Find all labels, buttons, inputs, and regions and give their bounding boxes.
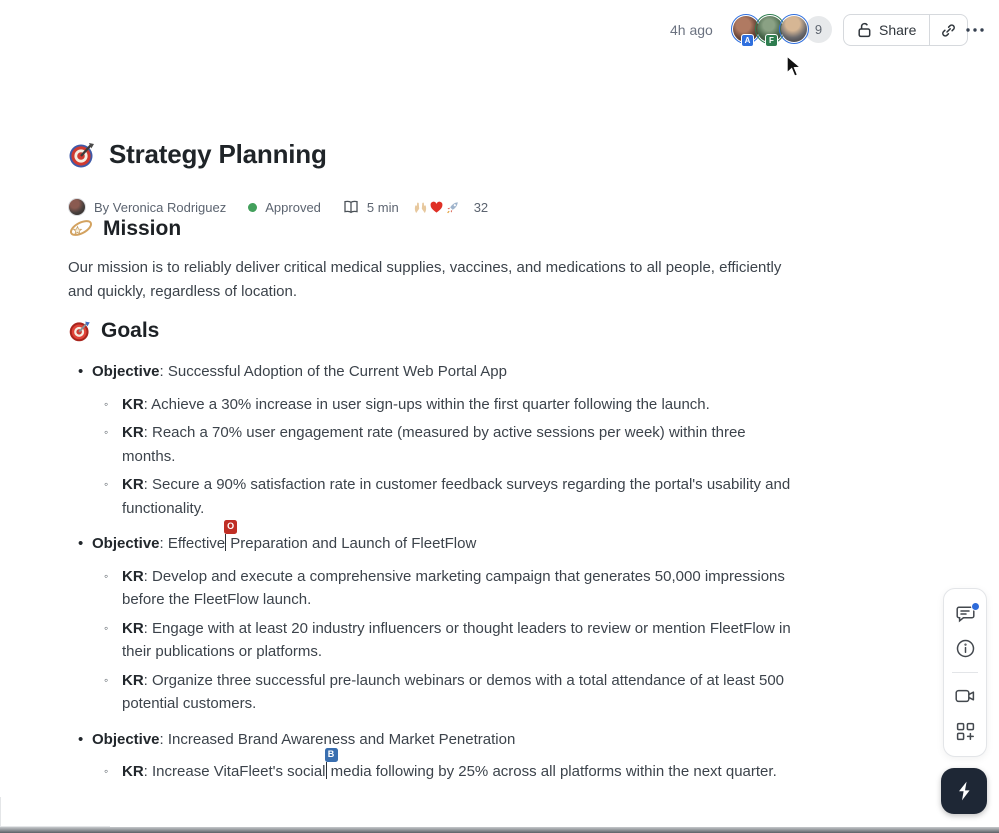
avatar-badge: F <box>765 34 778 47</box>
panel-edge <box>0 797 1 827</box>
collab-cursor-label: B <box>325 748 338 762</box>
share-group <box>843 14 968 46</box>
doc-meta-row <box>68 198 798 216</box>
share-button-label: Share <box>879 22 917 38</box>
bullet: ◦ <box>104 425 109 439</box>
avatar-overflow-count[interactable]: 9 <box>805 16 832 43</box>
reactions[interactable] <box>413 200 460 215</box>
toolbar-divider <box>952 672 978 673</box>
share-button[interactable] <box>844 15 929 45</box>
kr-item[interactable]: ◦ KR: Develop and execute a comprehensive marketing campaign that generates 50,000 impressions before the FleetFlow launch. <box>68 565 798 612</box>
avatar-badge: A <box>741 34 754 47</box>
goals-list <box>68 360 798 784</box>
apps-add-button[interactable] <box>948 717 982 746</box>
bullet: ◦ <box>104 764 109 778</box>
last-updated: 4h ago <box>670 22 713 38</box>
kr-item[interactable]: ◦ KR: Engage with at least 20 industry influencers or thought leaders to review or mention FleetFlow in their publications or platforms. <box>68 617 798 664</box>
link-icon <box>940 22 957 39</box>
video-call-button[interactable] <box>948 682 982 711</box>
author-avatar[interactable] <box>68 198 86 216</box>
bullet: • <box>78 535 84 552</box>
mission-paragraph[interactable]: Our mission is to reliably deliver critical medical supplies, vaccines, and medications to all people, efficiently and quickly, regardless of location. <box>68 259 782 300</box>
objective-item[interactable]: • Objective: Successful Adoption of the Current Web Portal App <box>68 360 798 384</box>
page-title[interactable]: Strategy Planning <box>109 139 327 169</box>
comments-button[interactable] <box>948 599 982 628</box>
kr-item[interactable]: ◦ KR: Reach a 70% user engagement rate (measured by active sessions per week) within three months. <box>68 421 798 468</box>
read-time: 5 min <box>366 199 399 215</box>
bullet: • <box>78 363 84 380</box>
bullet: ◦ <box>104 620 109 635</box>
goals-heading[interactable]: Goals <box>101 319 160 342</box>
document-body <box>68 0 798 789</box>
more-icon <box>965 27 985 33</box>
collab-caret <box>225 521 235 551</box>
bullet: • <box>78 730 84 748</box>
kr-item[interactable]: ◦ KR: Organize three successful pre-launch webinars or demos with a total attendance of at least 500 potential customers. <box>68 669 798 716</box>
kr-item[interactable]: ◦ KR: Achieve a 30% increase in user sign-ups within the first quarter following the launch. <box>68 393 798 417</box>
mission-heading[interactable]: Mission <box>103 217 182 240</box>
slite-logo-icon <box>954 780 974 802</box>
doc-byline: By Veronica Rodriguez <box>94 199 227 215</box>
more-options-button[interactable] <box>961 18 989 42</box>
collab-caret <box>326 749 335 779</box>
status-badge[interactable]: Approved <box>265 199 321 215</box>
notification-dot <box>971 602 980 611</box>
objective-item[interactable]: • Objective: Effective O Preparation and Launch of FleetFlow <box>68 532 798 556</box>
bullet: ◦ <box>104 477 109 491</box>
avatar[interactable] <box>779 14 809 44</box>
window-bottom-edge <box>0 827 999 833</box>
slite-assistant-button[interactable] <box>941 768 987 814</box>
target-emoji-icon <box>68 319 92 343</box>
bullet: ◦ <box>104 396 109 411</box>
info-button[interactable] <box>948 634 982 663</box>
objective-item[interactable]: • Objective: Increased Brand Awareness and Market Penetration <box>68 728 798 752</box>
kr-item[interactable]: ◦ KR: Secure a 90% satisfaction rate in customer feedback surveys regarding the portal's usability and functionality. <box>68 473 798 520</box>
collab-cursor-label: O <box>224 520 237 534</box>
side-toolbar <box>943 588 987 757</box>
lock-open-icon <box>857 22 872 38</box>
status-dot <box>248 203 257 212</box>
raised-hands-icon <box>413 200 428 214</box>
kr-item[interactable]: ◦ KR: Increase VitaFleet's social B media following by 25% across all platforms within the next quarter. <box>68 760 798 784</box>
dizzy-emoji-icon <box>68 216 94 242</box>
heart-icon <box>429 200 444 214</box>
reaction-count: 32 <box>473 199 489 215</box>
bullet: ◦ <box>104 672 109 687</box>
rocket-icon <box>445 200 460 215</box>
read-time-icon <box>343 200 359 214</box>
target-emoji-icon <box>68 141 96 169</box>
bullet: ◦ <box>104 568 109 583</box>
